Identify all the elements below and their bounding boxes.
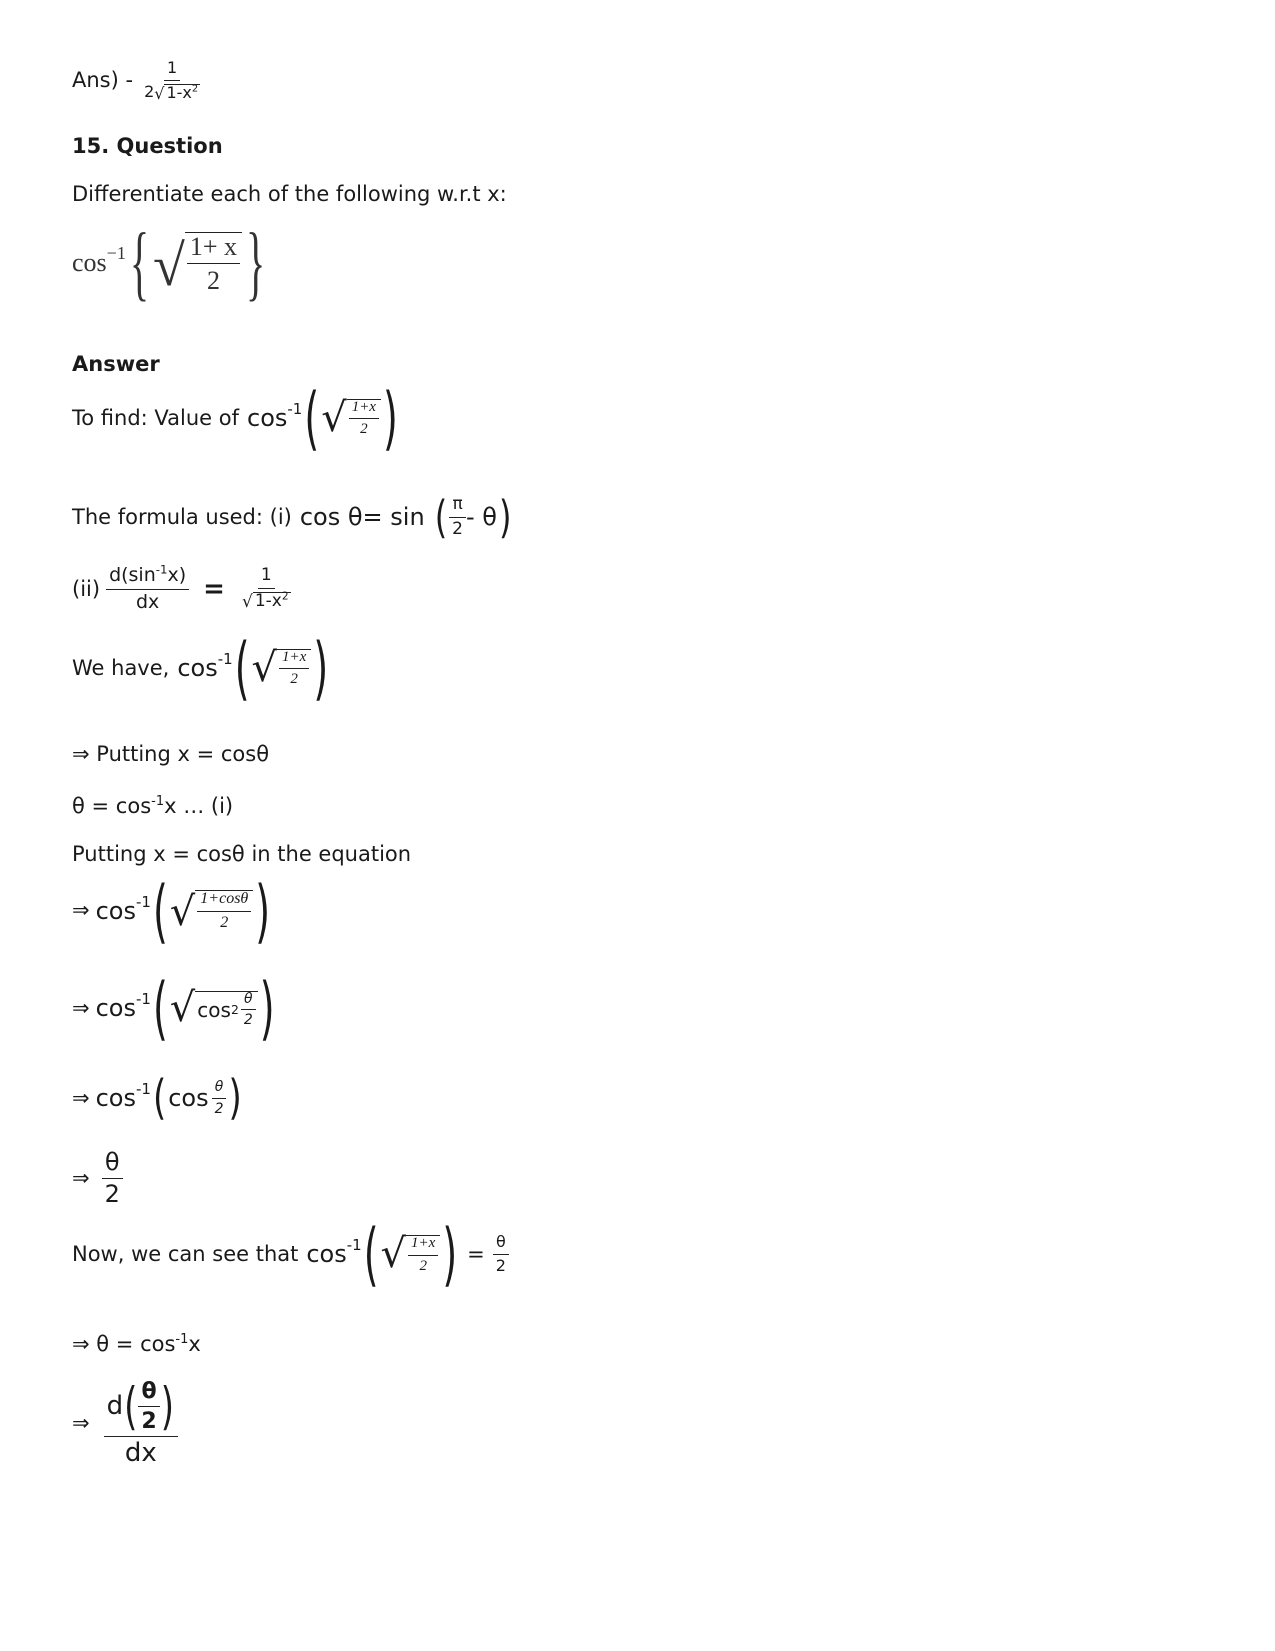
formula-i-line: The formula used: (i) cos θ= sin ( $\frac{\pi}{2}$ - θ ) xyxy=(72,490,512,544)
step-cos-inverse-2: ⇒ cos $^{-1}$ ( √ cos 2 $\frac{\theta}{2}$ ) xyxy=(72,968,275,1048)
previous-answer xyxy=(72,60,203,102)
answer-fraction: 1 2 √ $1-x^2$ xyxy=(144,58,199,103)
step-putting: ⇒ Putting x = cosθ xyxy=(72,742,270,766)
we-have-line: We have, cos $^{-1}$ ( √ $\frac{1+x}{2}$ ) xyxy=(72,628,329,708)
answer-heading: Answer xyxy=(72,352,160,376)
question-instruction: Differentiate each of the following w.r.t x: xyxy=(72,182,507,206)
now-line: Now, we can see that cos $^{-1}$ ( √ $\frac{1+x}{2}$ ) = $\frac{\theta}{2}$ xyxy=(72,1234,509,1275)
step-theta-cos-inverse: ⇒ $\theta = \cos^{-1}x$ xyxy=(72,1332,201,1356)
step-substitute: Putting x = cosθ in the equation xyxy=(72,842,412,866)
to-find-line: To find: Value of cos $^{-1}$ ( √ $\frac{1+x}{2}$ ) xyxy=(72,378,398,458)
step-theta-def: $\theta = \cos^{-1}x$ … (i) xyxy=(72,794,234,818)
step-cos-inverse-1: ⇒ cos $^{-1}$ ( √ $\frac{1+\cos\theta}{2}$ ) xyxy=(72,871,271,951)
formula-ii-line: (ii) $\frac{d(\sin^{-1}x)}{dx}$ = 1 √ $1-x^2$ xyxy=(72,562,289,613)
step-derivative: ⇒ d ( $\frac{\theta}{2}$ ) dx xyxy=(72,1380,178,1467)
question-expression: cos $^{-1}$ { √ $\frac{1+ x}{2}$ } xyxy=(72,214,266,310)
step-cos-inverse-3: ⇒ cos $^{-1}$ ( cos $\frac{\theta}{2}$ ) xyxy=(72,1070,242,1127)
answer-label: Ans) - xyxy=(72,68,134,93)
question-title: 15. Question xyxy=(72,134,223,158)
step-theta-over-2: ⇒ $\frac{\theta}{2}$ xyxy=(72,1150,123,1207)
